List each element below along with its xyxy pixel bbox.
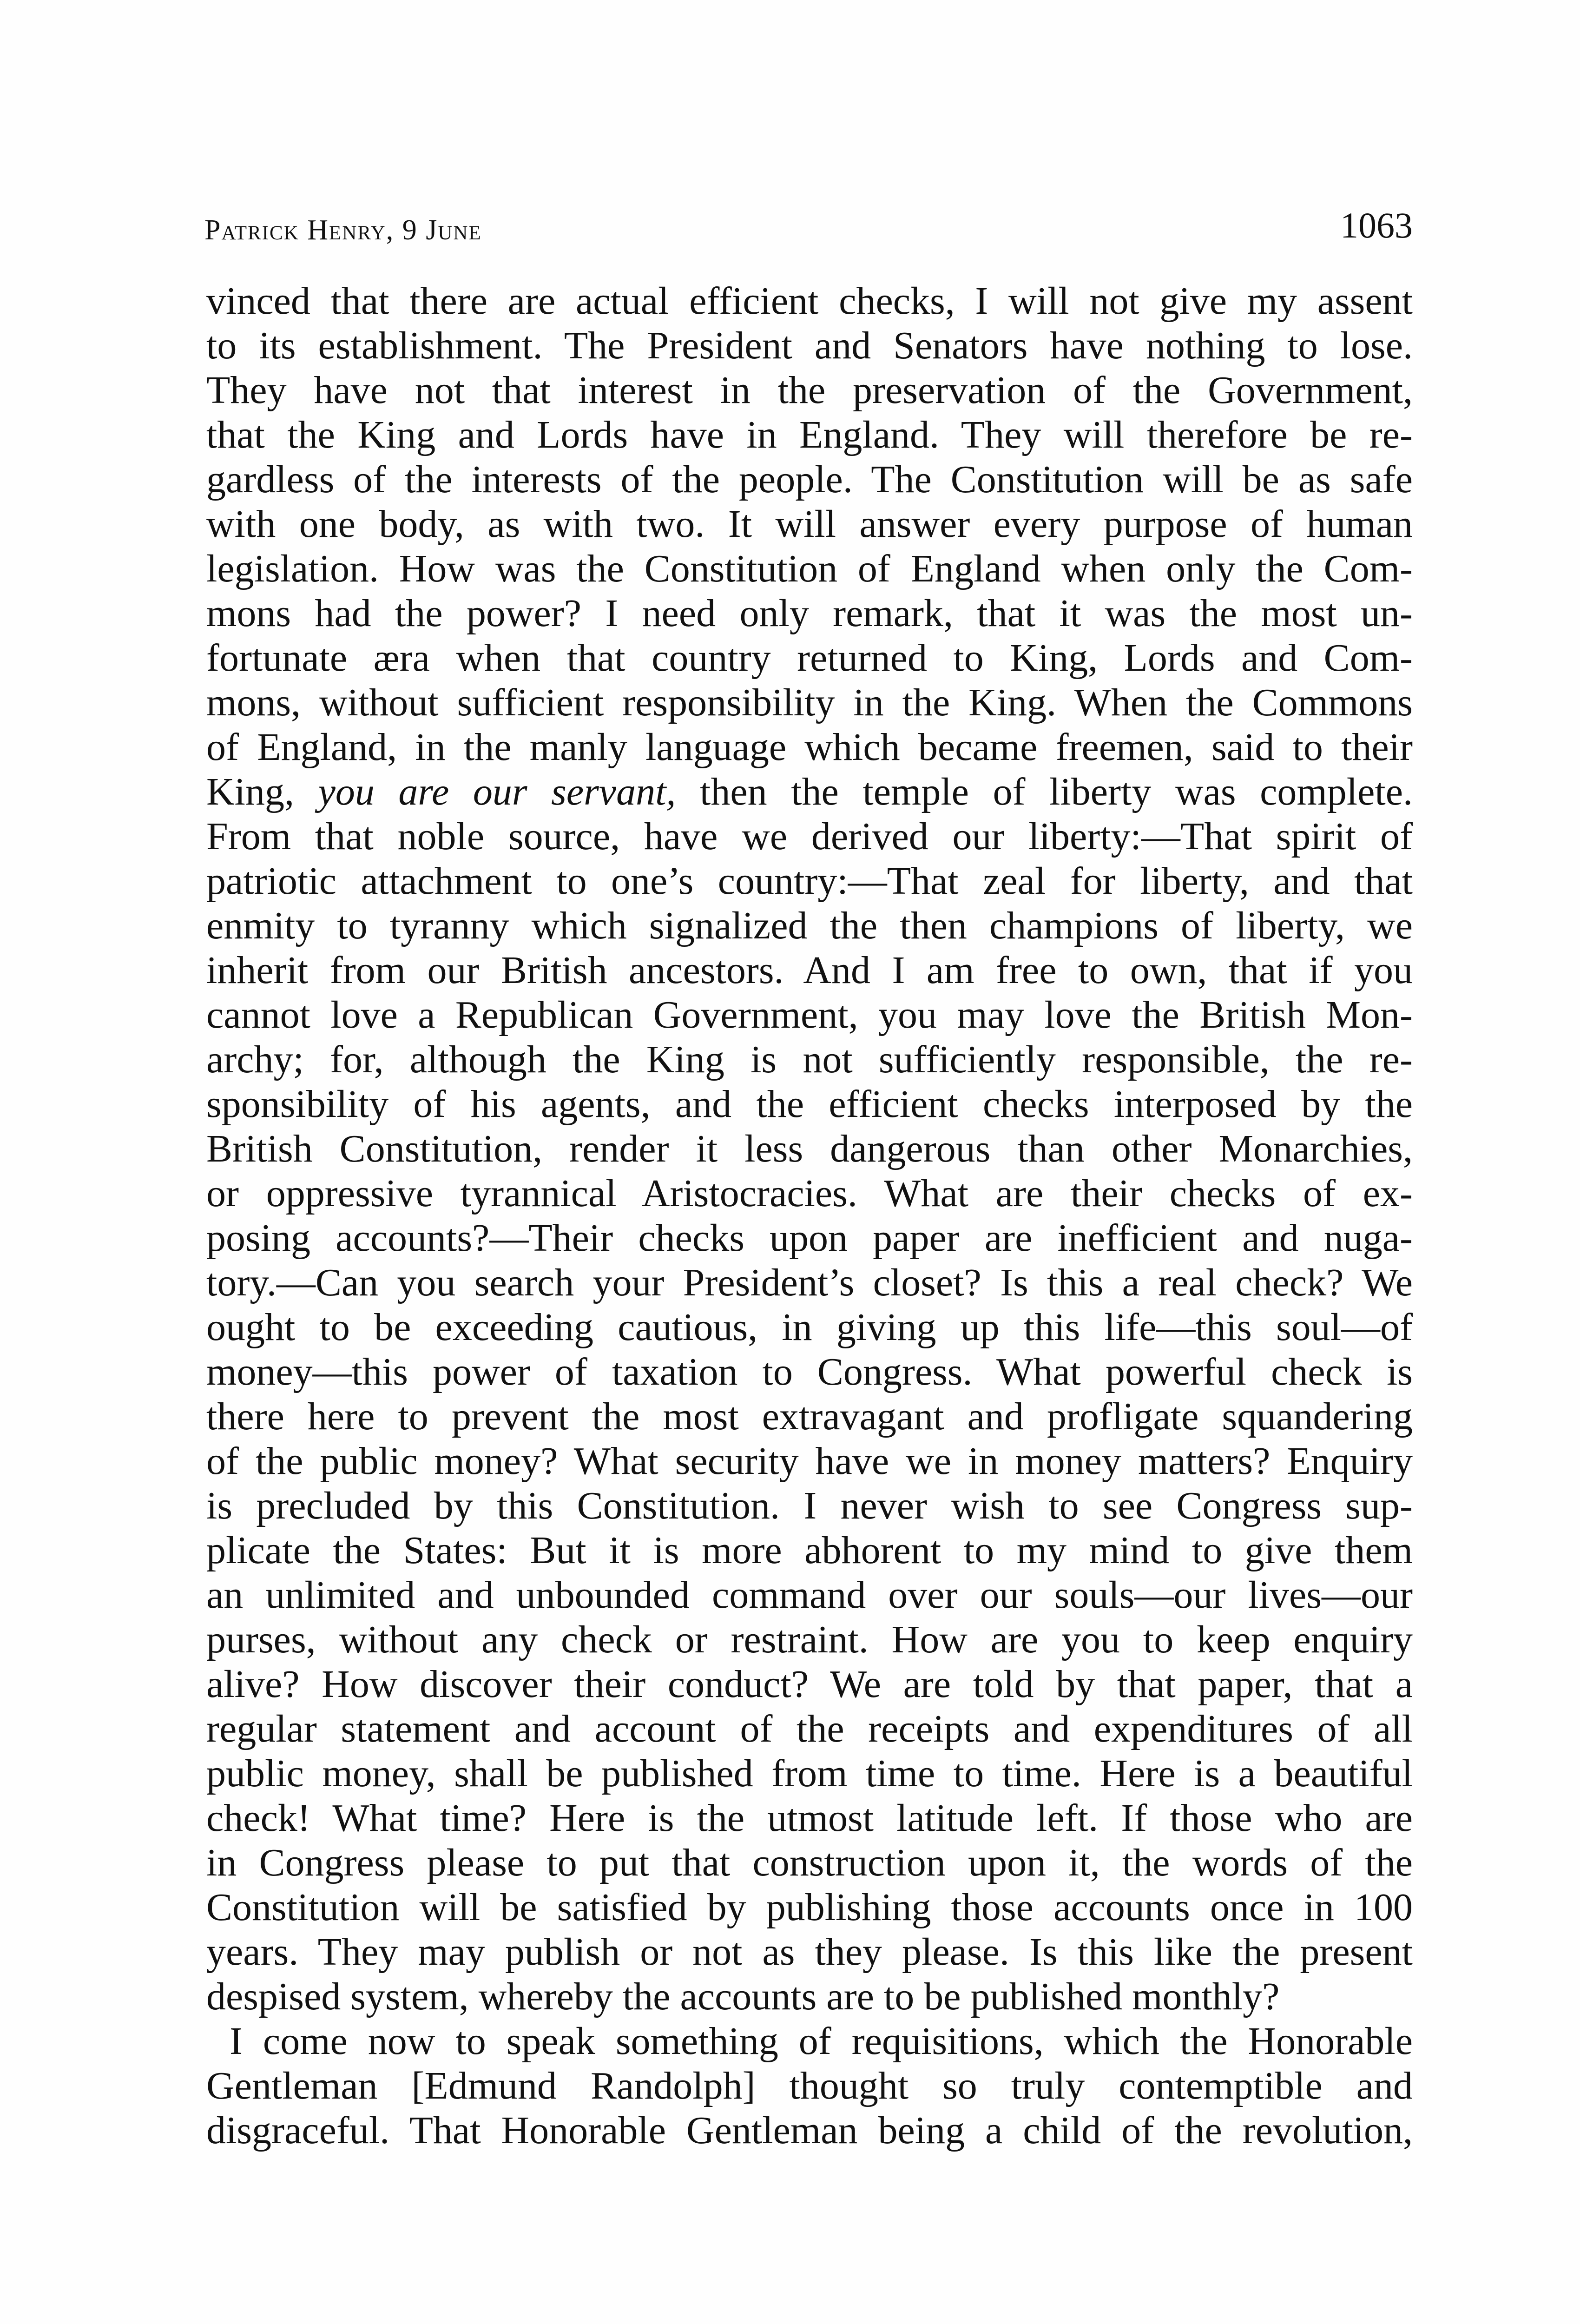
text-line: of the public money? What security have we in money matters? Enquiry	[206, 1439, 1413, 1483]
running-title: Patrick Henry, 9 June	[204, 214, 482, 246]
text-line: of England, in the manly language which became freemen, said to their	[206, 726, 1413, 769]
text-line: ought to be exceeding cautious, in giving up this life—this soul—of	[206, 1306, 1413, 1349]
text-line: posing accounts?—Their checks upon paper are inefficient and nuga-	[206, 1216, 1413, 1260]
text-line: that the King and Lords have in England. They will therefore be re-	[206, 413, 1413, 456]
italic-quote: you are our servant,	[318, 770, 676, 813]
paragraph-start-line: I come now to speak something of requisitions, which the Honorable	[230, 2020, 1413, 2063]
text-line: cannot love a Republican Government, you may love the British Mon-	[206, 993, 1413, 1037]
text-line-with-italic	[206, 770, 1413, 814]
text-line: to its establishment. The President and Senators have nothing to lose.	[206, 324, 1413, 367]
text-line: British Constitution, render it less dangerous than other Monarchies,	[206, 1127, 1413, 1170]
line-segment: King,	[206, 770, 318, 813]
text-line: or oppressive tyrannical Aristocracies. What are their checks of ex-	[206, 1172, 1413, 1215]
body-text	[206, 279, 1413, 2153]
text-line: inherit from our British ancestors. And I am free to own, that if you	[206, 949, 1413, 992]
text-line: gardless of the interests of the people. The Constitution will be as safe	[206, 458, 1413, 501]
text-line: there here to prevent the most extravagant and profligate squandering	[206, 1395, 1413, 1438]
text-line: alive? How discover their conduct? We are told by that paper, that a	[206, 1663, 1413, 1706]
text-line: legislation. How was the Constitution of England when only the Com-	[206, 547, 1413, 590]
text-line: check! What time? Here is the utmost latitude left. If those who are	[206, 1796, 1413, 1840]
text-line: archy; for, although the King is not sufficiently responsible, the re-	[206, 1038, 1413, 1081]
running-head	[204, 205, 1413, 260]
line-segment: then the temple of liberty was complete.	[676, 770, 1413, 813]
text-line: Gentleman [Edmund Randolph] thought so truly contemptible and	[206, 2064, 1413, 2107]
text-line: plicate the States: But it is more abhorent to my mind to give them	[206, 1529, 1413, 1572]
text-line: sponsibility of his agents, and the efficient checks interposed by the	[206, 1083, 1413, 1126]
text-line: is precluded by this Constitution. I never wish to see Congress sup-	[206, 1484, 1413, 1527]
text-line: Constitution will be satisfied by publishing those accounts once in 100	[206, 1886, 1413, 1929]
text-line: an unlimited and unbounded command over our souls—our lives—our	[206, 1573, 1413, 1617]
text-line: disgraceful. That Honorable Gentleman being a child of the revolution,	[206, 2109, 1413, 2152]
text-line: tory.—Can you search your President’s closet? Is this a real check? We	[206, 1261, 1413, 1304]
text-line: patriotic attachment to one’s country:—That zeal for liberty, and that	[206, 859, 1413, 903]
text-line: regular statement and account of the receipts and expenditures of all	[206, 1707, 1413, 1750]
text-line: money—this power of taxation to Congress. What powerful check is	[206, 1350, 1413, 1393]
paragraph-end-line: despised system, whereby the accounts are to be published monthly?	[206, 1975, 1280, 2018]
text-line: mons had the power? I need only remark, that it was the most un-	[206, 592, 1413, 635]
text-line: purses, without any check or restraint. How are you to keep enquiry	[206, 1618, 1413, 1661]
page-number: 1063	[1340, 205, 1413, 245]
text-line: with one body, as with two. It will answer every purpose of human	[206, 502, 1413, 546]
text-line: From that noble source, have we derived our liberty:—That spirit of	[206, 815, 1413, 858]
text-line: vinced that there are actual efficient checks, I will not give my assent	[206, 279, 1413, 323]
text-line: years. They may publish or not as they please. Is this like the present	[206, 1930, 1413, 1974]
text-line: fortunate æra when that country returned to King, Lords and Com-	[206, 636, 1413, 680]
text-line: in Congress please to put that construction upon it, the words of the	[206, 1841, 1413, 1884]
text-line: mons, without sufficient responsibility in the King. When the Commons	[206, 681, 1413, 724]
text-line: enmity to tyranny which signalized the then champions of liberty, we	[206, 904, 1413, 947]
text-line: They have not that interest in the preservation of the Government,	[206, 369, 1413, 412]
text-line: public money, shall be published from time to time. Here is a beautiful	[206, 1752, 1413, 1795]
